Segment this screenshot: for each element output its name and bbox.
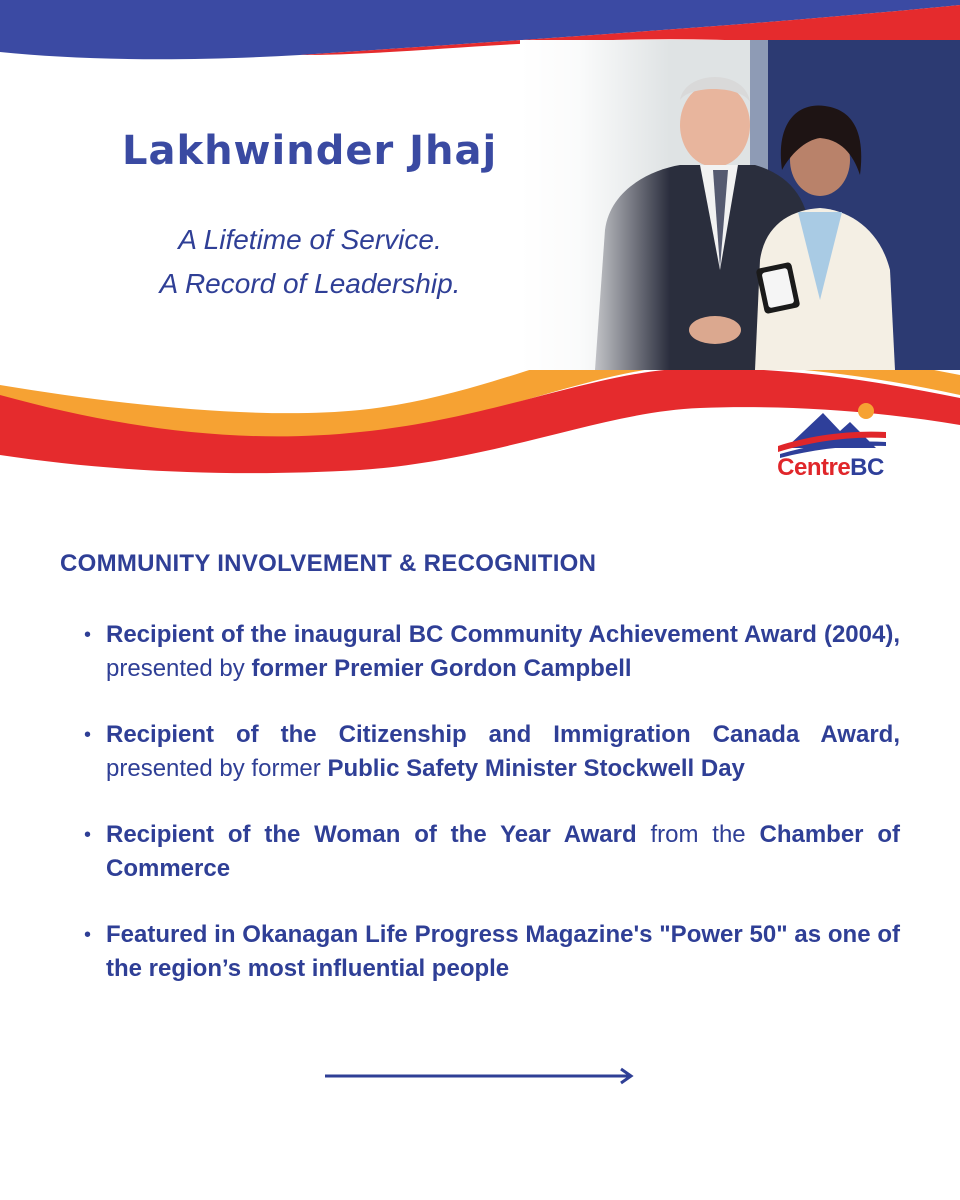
- photo-fade-overlay: [520, 40, 670, 370]
- section-title: COMMUNITY INVOLVEMENT & RECOGNITION: [60, 550, 597, 577]
- person-name: Lakhwinder Jhaj: [122, 128, 498, 174]
- recognition-item: [80, 918, 900, 986]
- recognition-list: [80, 618, 900, 1018]
- recognition-item: [80, 818, 900, 886]
- tagline-line-1: A Lifetime of Service.: [178, 224, 442, 255]
- award-photo: [520, 40, 960, 370]
- bullet-icon: •: [84, 824, 92, 846]
- right-arrow-icon[interactable]: [325, 1066, 637, 1086]
- item-text: presented by former: [106, 755, 328, 782]
- item-text-bold: former Premier Gordon Campbell: [251, 655, 632, 682]
- item-text-bold: Public Safety Minister Stockwell Day: [327, 755, 745, 782]
- mountain-logo-icon: [768, 398, 893, 458]
- item-text-bold: Recipient of the inaugural BC Community Achievement Award (2004),: [106, 621, 900, 648]
- tagline: [100, 218, 520, 306]
- bullet-icon: •: [84, 924, 92, 946]
- bullet-icon: •: [84, 624, 92, 646]
- recognition-item: [80, 718, 900, 786]
- logo-wordmark: [768, 454, 893, 482]
- item-text-bold: Recipient of the Woman of the Year Award: [106, 821, 637, 848]
- item-text: from the: [636, 821, 760, 848]
- tagline-line-2: A Record of Leadership.: [159, 268, 461, 299]
- item-text-bold: Chamber of Commerce: [106, 821, 900, 882]
- recognition-item: [80, 618, 900, 686]
- item-text-bold: Recipient of the Citizenship and Immigration Canada Award,: [106, 721, 900, 748]
- centrebc-logo: [768, 398, 893, 488]
- logo-word-centre: Centre: [777, 454, 851, 481]
- bullet-icon: •: [84, 724, 92, 746]
- logo-word-bc: BC: [850, 454, 884, 481]
- item-text-bold: Featured in Okanagan Life Progress Magazine's "Power 50" as one of the region’s most influential people: [106, 921, 900, 982]
- item-text: presented by: [106, 655, 252, 682]
